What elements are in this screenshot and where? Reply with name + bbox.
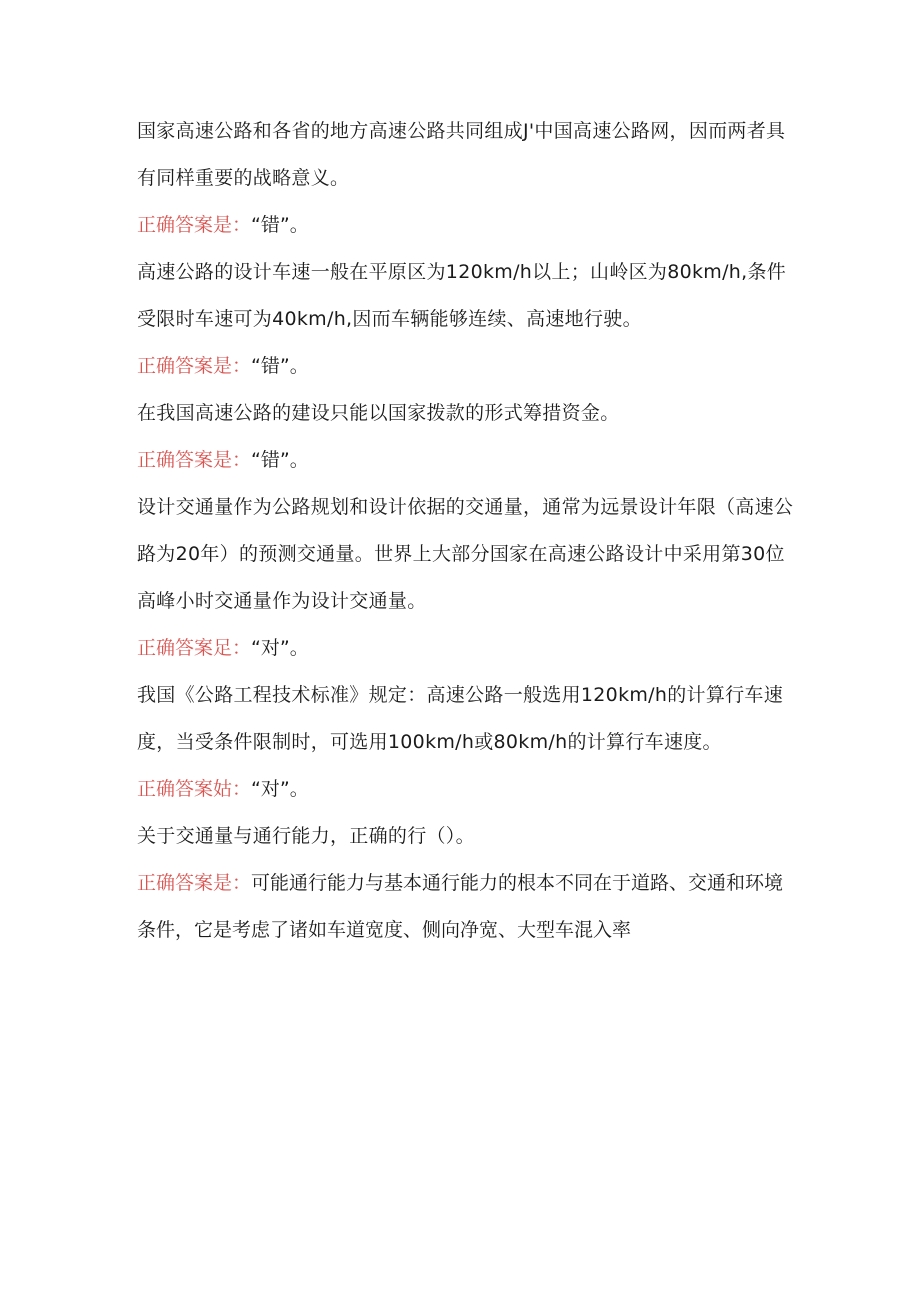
answer-label: 正确答案是： bbox=[137, 214, 252, 236]
question-text: 我国《公路工程技术标准》规定：高速公路一般选用120km/h的计算行车速度，当受条件限制时，可选用100km/h或80km/h的计算行车速度。 bbox=[137, 684, 784, 753]
answer-text: “错”。 bbox=[251, 449, 309, 471]
question-text: 设计交通量作为公路规划和设计依据的交通量，通常为远景设计年限（高速公路为20年）的预测交通量。世界上大部分国家在高速公路设计中采用第30位高峰小时交通量作为设计交通量。 bbox=[137, 496, 794, 612]
answer-line bbox=[137, 343, 797, 390]
answer-text: “对”。 bbox=[251, 637, 309, 659]
question-text: 国家高速公路和各省的地方高速公路共同组成J'中国高速公路网，因而两者具有同样重要的战略意义。 bbox=[137, 120, 786, 189]
question-text: 在我国高速公路的建设只能以国家拨款的形式筹措资金。 bbox=[137, 402, 620, 424]
qa-item-4 bbox=[137, 484, 797, 672]
answer-line bbox=[137, 766, 797, 813]
answer-label: 正确答案姑： bbox=[137, 778, 252, 800]
answer-text: 可能通行能力与基本通行能力的根本不同在于道路、交通和环境条件，它是考虑了诸如车道宽度、侧向净宽、大型车混入率 bbox=[137, 872, 784, 941]
qa-item-6 bbox=[137, 813, 797, 954]
answer-line bbox=[137, 860, 797, 954]
qa-content bbox=[137, 108, 797, 954]
answer-line bbox=[137, 437, 797, 484]
answer-text: “对”。 bbox=[251, 778, 309, 800]
answer-label: 正确答案是： bbox=[137, 872, 252, 894]
question-text: 关于交通量与通行能力，正确的行（）。 bbox=[137, 825, 475, 847]
qa-item-5 bbox=[137, 672, 797, 813]
answer-line bbox=[137, 202, 797, 249]
answer-line bbox=[137, 625, 797, 672]
question-text: 高速公路的设计车速一般在平原区为120km/h以上；山岭区为80km/h,条件受限时车速可为40km/h,因而车辆能够连续、高速地行驶。 bbox=[137, 261, 787, 330]
answer-text: “错”。 bbox=[251, 355, 309, 377]
qa-item-1 bbox=[137, 108, 797, 249]
answer-label: 正确答案是： bbox=[137, 355, 252, 377]
qa-item-2 bbox=[137, 249, 797, 390]
answer-label: 正确答案足： bbox=[137, 637, 252, 659]
answer-label: 正确答案是： bbox=[137, 449, 252, 471]
qa-item-3 bbox=[137, 390, 797, 484]
answer-text: “错”。 bbox=[251, 214, 309, 236]
